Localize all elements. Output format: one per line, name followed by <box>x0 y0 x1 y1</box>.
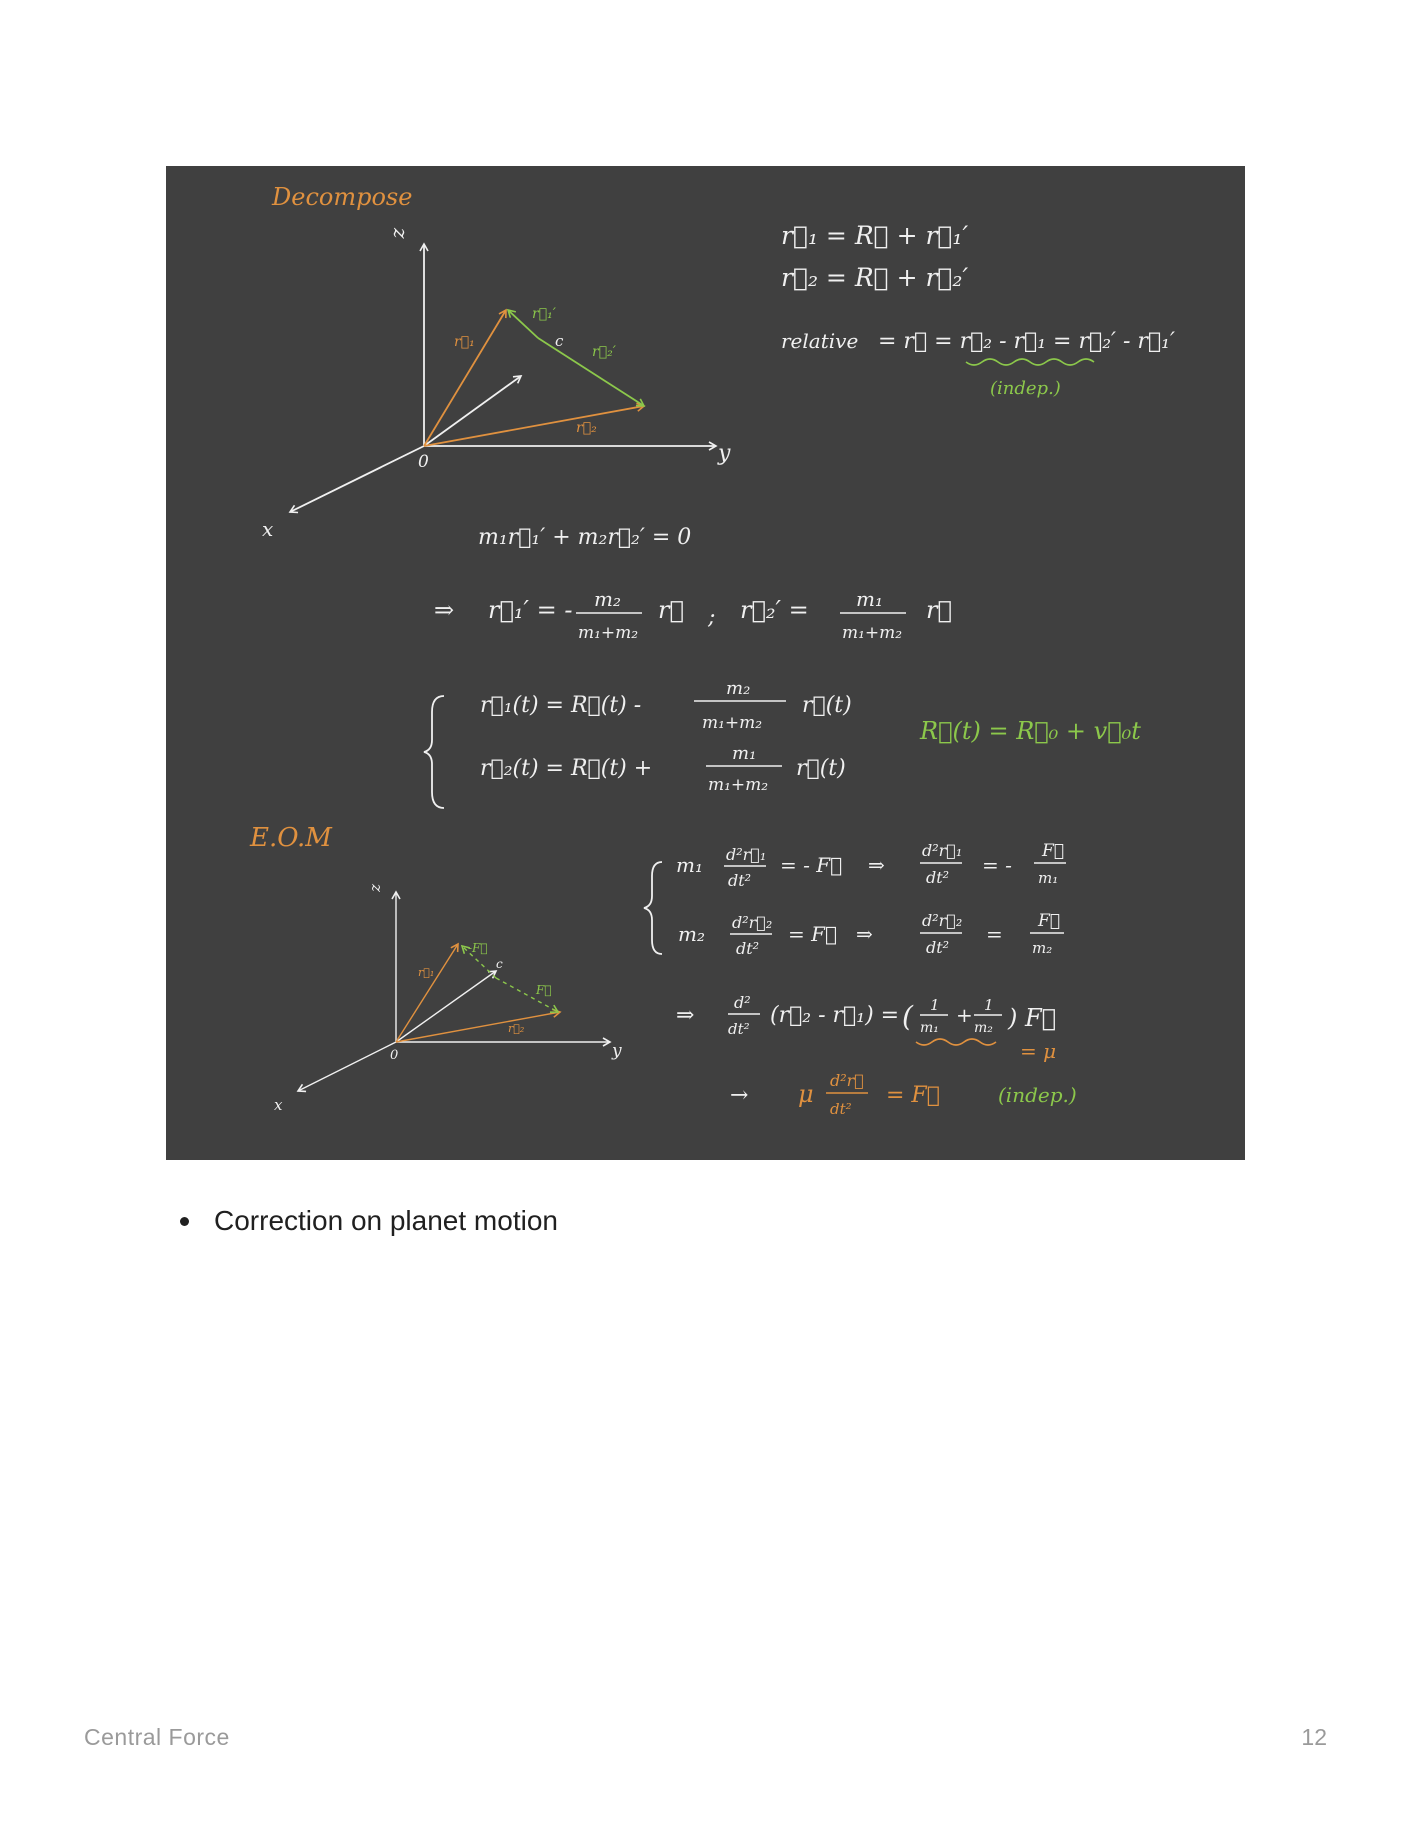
eom-l2-den2: dt² <box>926 938 950 957</box>
eom-minus-f-label: -F⃗ <box>468 941 488 955</box>
eom-l3-num: d² <box>734 993 751 1012</box>
eom-l2-fden: m₂ <box>1032 939 1053 957</box>
momentum-eq: m₁r⃗₁′ + m₂r⃗₂′ = 0 <box>478 525 692 550</box>
reduced-mass-underline <box>916 1039 996 1045</box>
hidden-guide-2 <box>508 311 526 346</box>
eom-brace <box>644 862 662 954</box>
frac2-den: m₁+m₂ <box>842 623 903 643</box>
eq-r2: r⃗₂ = R⃗ + r⃗₂′ <box>781 263 969 292</box>
chalkboard-image <box>166 166 1245 1160</box>
eom-l3-b-den: m₂ <box>974 1020 993 1036</box>
eom-diagram <box>274 883 622 1114</box>
eom-c-label: c <box>496 957 503 971</box>
x-axis-label: x <box>262 517 274 541</box>
relative-word: relative <box>781 329 859 353</box>
indep-note: (indep.) <box>990 378 1061 399</box>
eom-l2-den: dt² <box>736 939 760 958</box>
eom-l1-arrow: ⇒ <box>868 853 885 877</box>
chalkboard-drawing <box>166 166 1245 1160</box>
system-line1-left: r⃗₁(t) = R⃗(t) - <box>480 693 642 718</box>
center-vector <box>424 376 521 446</box>
eom-r1-label: r⃗₁ <box>418 966 435 979</box>
decompose-diagram <box>262 227 731 541</box>
x-axis <box>290 446 424 512</box>
eom-l4-den: dt² <box>830 1100 852 1118</box>
eom-l1-num: d²r⃗₁ <box>726 845 767 864</box>
eom-l3-plus: + <box>956 1003 973 1027</box>
eom-l1-den2: dt² <box>926 868 950 887</box>
system-line2-right: r⃗(t) <box>796 756 846 781</box>
eom-origin-label: 0 <box>390 1048 399 1063</box>
eom-l2-m: m₂ <box>678 922 705 946</box>
eom-x-axis <box>298 1042 399 1091</box>
relative-eq: = r⃗ = r⃗₂ - r⃗₁ = r⃗₂′ - r⃗₁′ <box>878 329 1175 354</box>
frac1-den: m₁+m₂ <box>578 623 639 643</box>
eom-l4-indep: (indep.) <box>998 1083 1077 1107</box>
eom-center-vector <box>396 971 496 1042</box>
eom-l4-num: d²r⃗ <box>830 1071 864 1090</box>
eom-l1-m: m₁ <box>676 853 703 877</box>
bullet-item <box>180 1205 558 1237</box>
eom-z-label: z <box>368 884 386 892</box>
z-axis-label: z <box>389 228 413 239</box>
center-of-mass-motion: R⃗(t) = R⃗₀ + v⃗₀t <box>920 717 1141 745</box>
eom-y-label: y <box>612 1041 622 1061</box>
system-line1-right: r⃗(t) <box>802 693 852 718</box>
system-line2-num: m₁ <box>732 743 757 764</box>
eom-l2-num2: d²r⃗₂ <box>922 911 963 930</box>
system-line2-left: r⃗₂(t) = R⃗(t) + <box>480 756 653 781</box>
eom-l2-eq: = F⃗ <box>788 922 837 946</box>
eom-l1-den: dt² <box>728 871 752 890</box>
page-number: 12 <box>1301 1724 1327 1750</box>
eom-l3-close: ) F⃗ <box>1008 1004 1057 1032</box>
eom-l4-arrow: → <box>730 1083 749 1108</box>
eom-l3-mu: = μ <box>1020 1039 1057 1063</box>
momentum-arrow: ⇒ <box>434 596 455 624</box>
r2-label: r⃗₂ <box>576 420 597 436</box>
eom-l3-open: ( <box>902 1000 913 1033</box>
eom-l3-arrow: ⇒ <box>676 1003 695 1028</box>
eom-l1-fnum: F⃗ <box>1042 841 1064 861</box>
bullet-marker <box>180 1217 189 1226</box>
r2-prime-label: r⃗₂′ <box>592 344 616 360</box>
eom-l3-a-den: m₁ <box>920 1020 939 1036</box>
frac1-num: m₂ <box>594 587 621 611</box>
eom-l2-arrow: ⇒ <box>856 922 873 946</box>
eom-l3-den: dt² <box>728 1020 750 1038</box>
origin-label: 0 <box>418 452 429 472</box>
footer-title: Central Force <box>84 1724 230 1750</box>
frac2-num: m₁ <box>856 587 883 611</box>
bullet-text: Correction on planet motion <box>214 1205 558 1236</box>
eom-heading: E.O.M <box>250 823 332 853</box>
decompose-heading: Decompose <box>272 183 413 211</box>
eom-l4-mu: μ <box>798 1080 814 1108</box>
eom-f-label: F⃗ <box>536 983 552 997</box>
system-line2-den: m₁+m₂ <box>708 775 769 795</box>
r2-vector <box>424 406 644 446</box>
system-line1-den: m₁+m₂ <box>702 713 763 733</box>
eom-l3-mid: (r⃗₂ - r⃗₁) = <box>770 1003 900 1028</box>
eom-r2-label: r⃗₂ <box>508 1022 525 1035</box>
eom-l2-eq2: = <box>986 922 1003 946</box>
eom-x-label: x <box>274 1096 283 1114</box>
r2-prime-vector <box>538 338 644 406</box>
indep-underline <box>966 359 1094 365</box>
eom-l2-num: d²r⃗₂ <box>732 913 773 932</box>
eom-l3-a-num: 1 <box>930 996 940 1014</box>
r1-label: r⃗₁ <box>454 334 475 350</box>
eom-r2-vector <box>396 1012 560 1042</box>
system-brace <box>424 696 444 808</box>
y-axis-label: y <box>718 441 731 466</box>
eom-l1-fden: m₁ <box>1038 869 1059 887</box>
eq-r1: r⃗₁ = R⃗ + r⃗₁′ <box>781 221 969 250</box>
hidden-guide <box>508 312 521 376</box>
eom-r1-vector <box>396 944 458 1042</box>
eom-l4-eq: = F⃗ <box>886 1083 940 1108</box>
r2-prime-eq: r⃗₂′ = <box>740 596 809 624</box>
r1-prime-label: r⃗₁′ <box>532 306 556 322</box>
c-label: c <box>555 332 564 350</box>
eom-l3-b-num: 1 <box>984 996 994 1014</box>
separator: ; <box>708 605 716 630</box>
eom-l1-num2: d²r⃗₁ <box>922 841 963 860</box>
eom-l1-eq2: = - <box>982 853 1012 877</box>
r1-vector <box>424 310 506 446</box>
r-vec-1: r⃗ <box>658 596 684 624</box>
eom-l1-eq: = - F⃗ <box>780 853 843 877</box>
r1-prime-eq: r⃗₁′ = - <box>488 596 573 624</box>
system-line1-num: m₂ <box>726 678 751 699</box>
r-vec-2: r⃗ <box>926 596 952 624</box>
eom-l2-fnum: F⃗ <box>1038 911 1060 931</box>
